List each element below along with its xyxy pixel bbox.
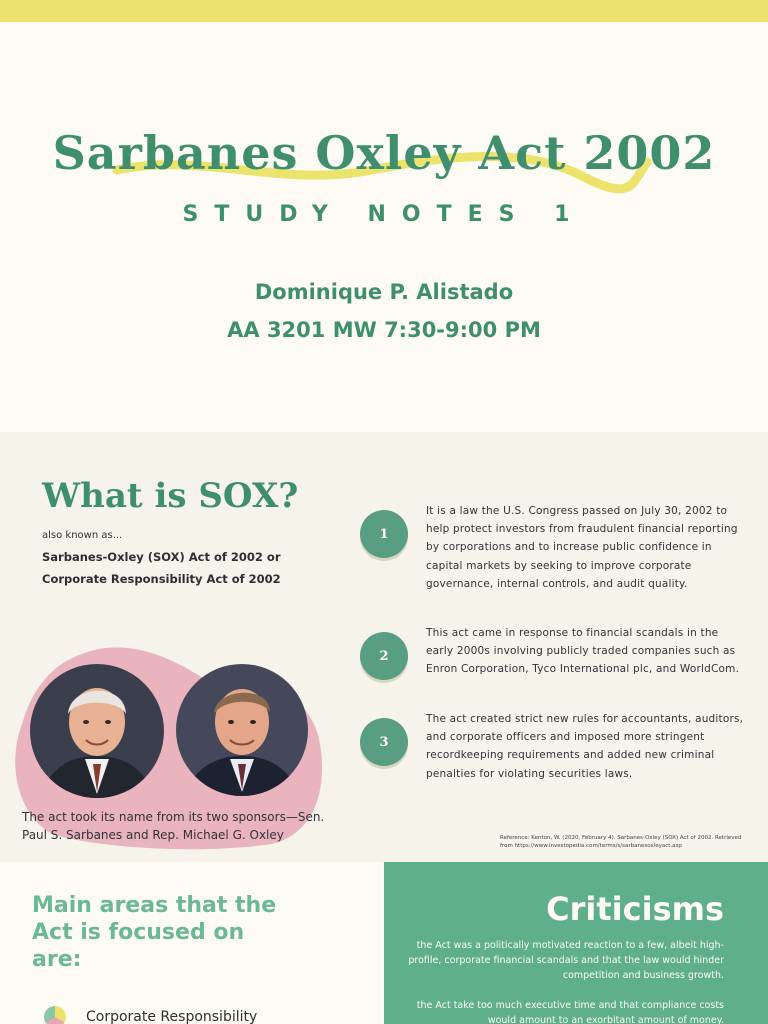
page-subtitle: STUDY NOTES 1 bbox=[182, 202, 586, 227]
criticism-text: the Act take too much executive time and that compliance costs would amount to an exorbitant amount of money. bbox=[416, 1000, 724, 1024]
criticisms-section bbox=[384, 862, 768, 1024]
what-is-sox-section bbox=[0, 432, 768, 862]
sponsor-caption: The act took its name from its two sponsors—Sen. Paul S. Sarbanes and Rep. Michael G. Oxley bbox=[22, 810, 325, 842]
portrait-sarbanes bbox=[30, 664, 164, 798]
point-number-badge: 2 bbox=[360, 632, 408, 680]
portrait-oxley bbox=[176, 664, 308, 796]
top-accent-bar bbox=[0, 0, 768, 22]
course-info: AA 3201 MW 7:30-9:00 PM bbox=[227, 318, 541, 342]
criticism-text: the Act was a politically motivated reaction to a few, albeit high-profile, corporate financial scandals and that the law would hinder competition and business growth. bbox=[408, 940, 724, 981]
reference-note: Reference: Kenton, W. (2020, February 4). Sarbanes-Oxley (SOX) Act of 2002. Retrieved from https://www.investopedia.com/terms/s/sarbanesoxleyact.asp bbox=[500, 835, 742, 849]
criticisms-title: Criticisms bbox=[546, 890, 724, 928]
pie-bullet-icon bbox=[44, 1006, 66, 1024]
author-name: Dominique P. Alistado bbox=[254, 280, 514, 304]
point-text: This act came in response to financial scandals in the early 2000s involving publicly traded companies such as Enron Corporation, Tyco International plc, and WorldCom. bbox=[426, 627, 740, 676]
list-item bbox=[44, 1006, 257, 1024]
main-areas-section bbox=[0, 862, 384, 1024]
point-number-badge: 3 bbox=[360, 718, 408, 766]
page-title: Sarbanes Oxley Act 2002 bbox=[52, 126, 716, 180]
aka-names: Sarbanes-Oxley (SOX) Act of 2002 or Corporate Responsibility Act of 2002 bbox=[42, 550, 281, 586]
area-label: Corporate Responsibility bbox=[86, 1009, 258, 1024]
point-text: The act created strict new rules for accountants, auditors, and corporate officers and imposed more stringent recordkeeping requirements and added new criminal penalties for violating securities laws. bbox=[426, 713, 744, 780]
point-text: It is a law the U.S. Congress passed on July 30, 2002 to help protect investors from fraudulent financial reporting by corporations and to increase public confidence in capital markets by seeking to improve corporate governance, internal controls, and audit quality. bbox=[426, 505, 738, 590]
point-number-badge: 1 bbox=[360, 510, 408, 558]
aka-label: also known as... bbox=[42, 530, 123, 541]
areas-title: Main areas that the Act is focused on are: bbox=[32, 893, 277, 972]
section-title: What is SOX? bbox=[42, 476, 299, 516]
title-section bbox=[0, 22, 768, 432]
